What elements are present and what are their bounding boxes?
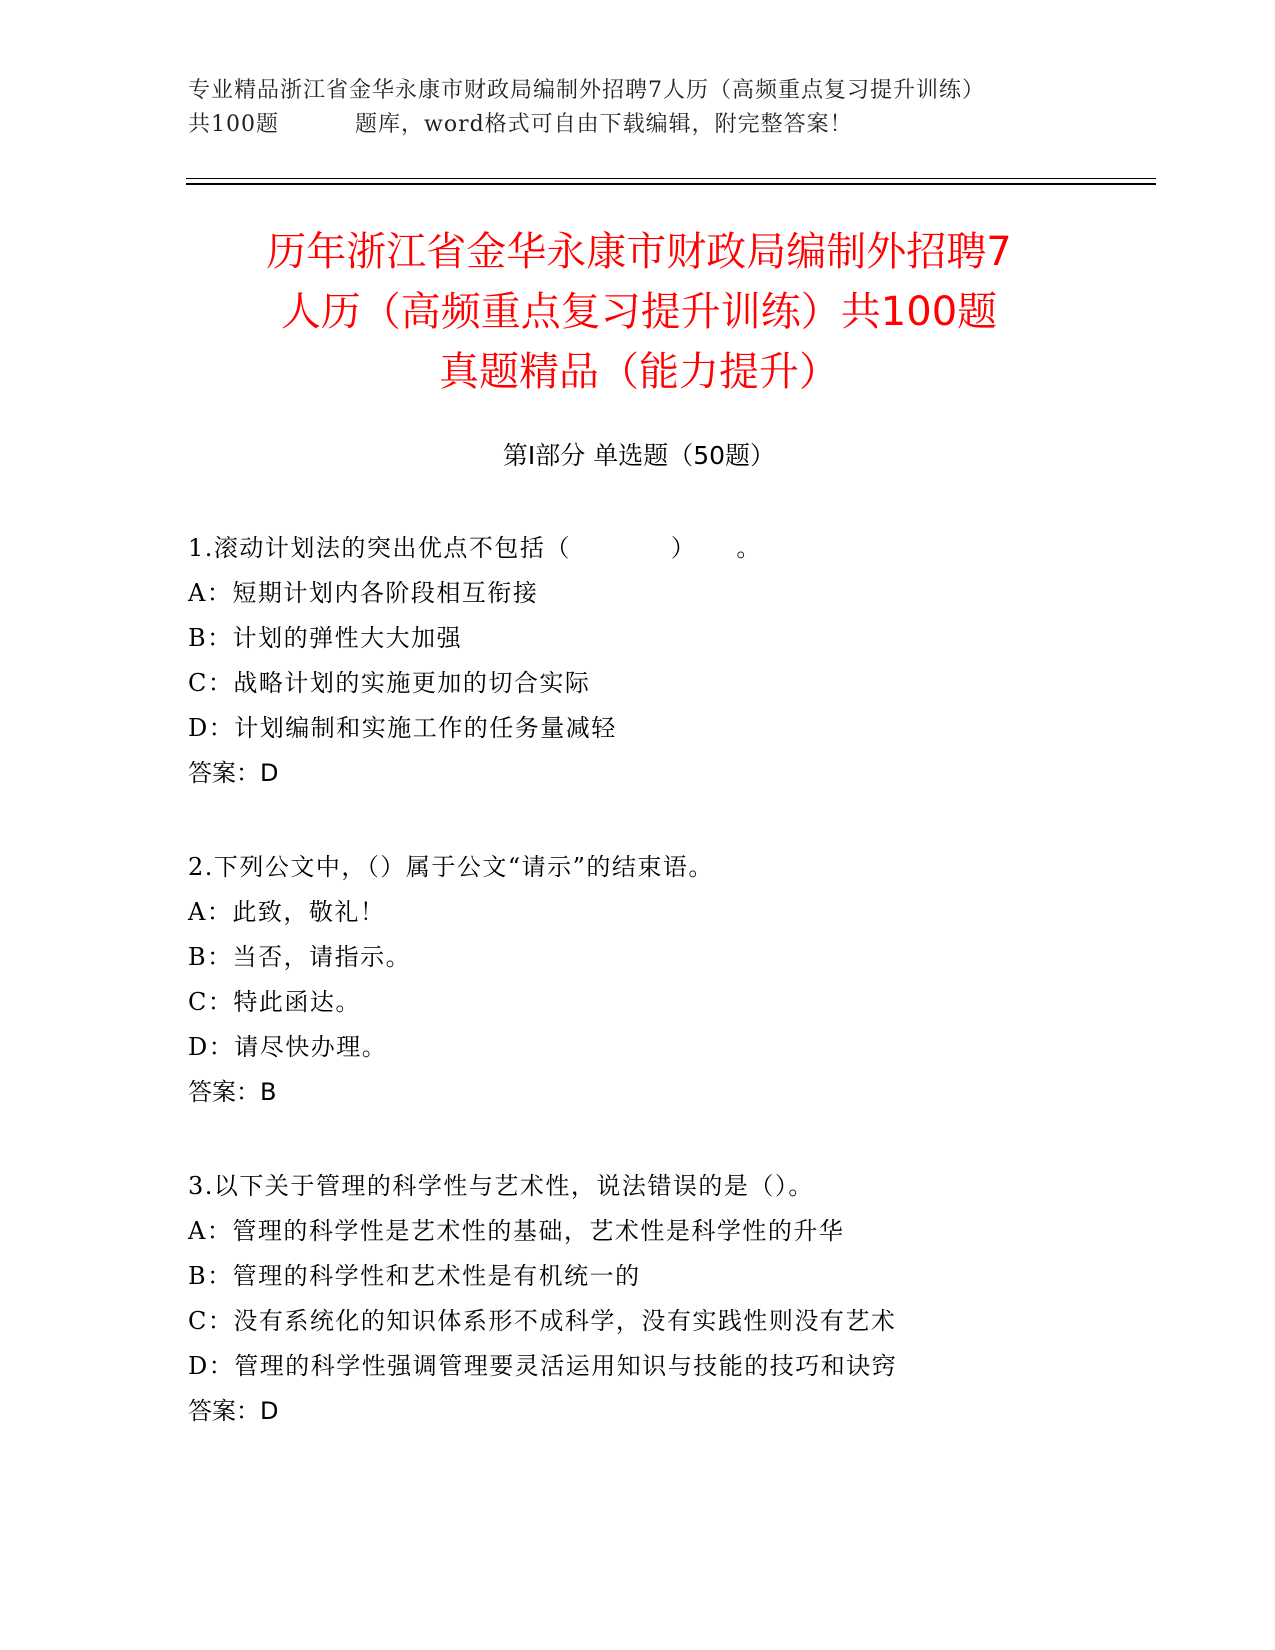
document-title xyxy=(186,222,1092,402)
question-3 xyxy=(188,1164,1108,1434)
option-d: D：请尽快办理。 xyxy=(188,1033,388,1061)
option-b: B：管理的科学性和艺术性是有机统一的 xyxy=(188,1262,641,1290)
header-note-line-1: 专业精品浙江省金华永康市财政局编制外招聘7人历（高频重点复习提升训练） xyxy=(188,78,985,103)
answer: 答案：D xyxy=(188,759,279,787)
header-note-count: 共100题 xyxy=(188,112,279,137)
option-d: D：计划编制和实施工作的任务量减轻 xyxy=(188,714,617,742)
question-1 xyxy=(188,526,1108,796)
option-c: C：战略计划的实施更加的切合实际 xyxy=(188,669,591,697)
question-stem xyxy=(188,526,1108,571)
answer: 答案：D xyxy=(188,1397,279,1425)
option-c: C：没有系统化的知识体系形不成科学，没有实践性则没有艺术 xyxy=(188,1307,897,1335)
question-stem: 2.下列公文中，（）属于公文“请示”的结束语。 xyxy=(188,853,714,881)
answer: 答案：B xyxy=(188,1078,277,1106)
question-stem-text: 1.滚动计划法的突出优点不包括（ xyxy=(188,534,571,562)
option-b: B：当否，请指示。 xyxy=(188,943,412,971)
header-divider-thin xyxy=(186,178,1156,179)
option-a: A：管理的科学性是艺术性的基础，艺术性是科学性的升华 xyxy=(188,1217,845,1245)
header-note xyxy=(188,74,1088,142)
option-a: A：短期计划内各阶段相互衔接 xyxy=(188,579,539,607)
option-d: D：管理的科学性强调管理要灵活运用知识与技能的技巧和诀窍 xyxy=(188,1352,898,1380)
document-title-line-1: 历年浙江省金华永康市财政局编制外招聘7 xyxy=(266,229,1012,275)
header-divider-thick xyxy=(186,183,1156,185)
document-title-line-2: 人历（高频重点复习提升训练）共100题 xyxy=(280,289,998,335)
option-b: B：计划的弹性大大加强 xyxy=(188,624,463,652)
question-2 xyxy=(188,845,1108,1115)
section-title: 第Ⅰ部分 单选题（50题） xyxy=(502,441,776,470)
option-a: A：此致，敬礼！ xyxy=(188,898,386,926)
question-stem-end: 。 xyxy=(736,534,762,562)
header-note-line-2 xyxy=(188,108,1088,142)
document-title-line-3: 真题精品（能力提升） xyxy=(439,349,839,395)
question-stem: 3.以下关于管理的科学性与艺术性，说法错误的是（）。 xyxy=(188,1172,814,1200)
question-stem-paren: ） xyxy=(670,534,697,562)
header-note-description: 题库，word格式可自由下载编辑，附完整答案！ xyxy=(355,112,853,137)
option-c: C：特此函达。 xyxy=(188,988,361,1016)
